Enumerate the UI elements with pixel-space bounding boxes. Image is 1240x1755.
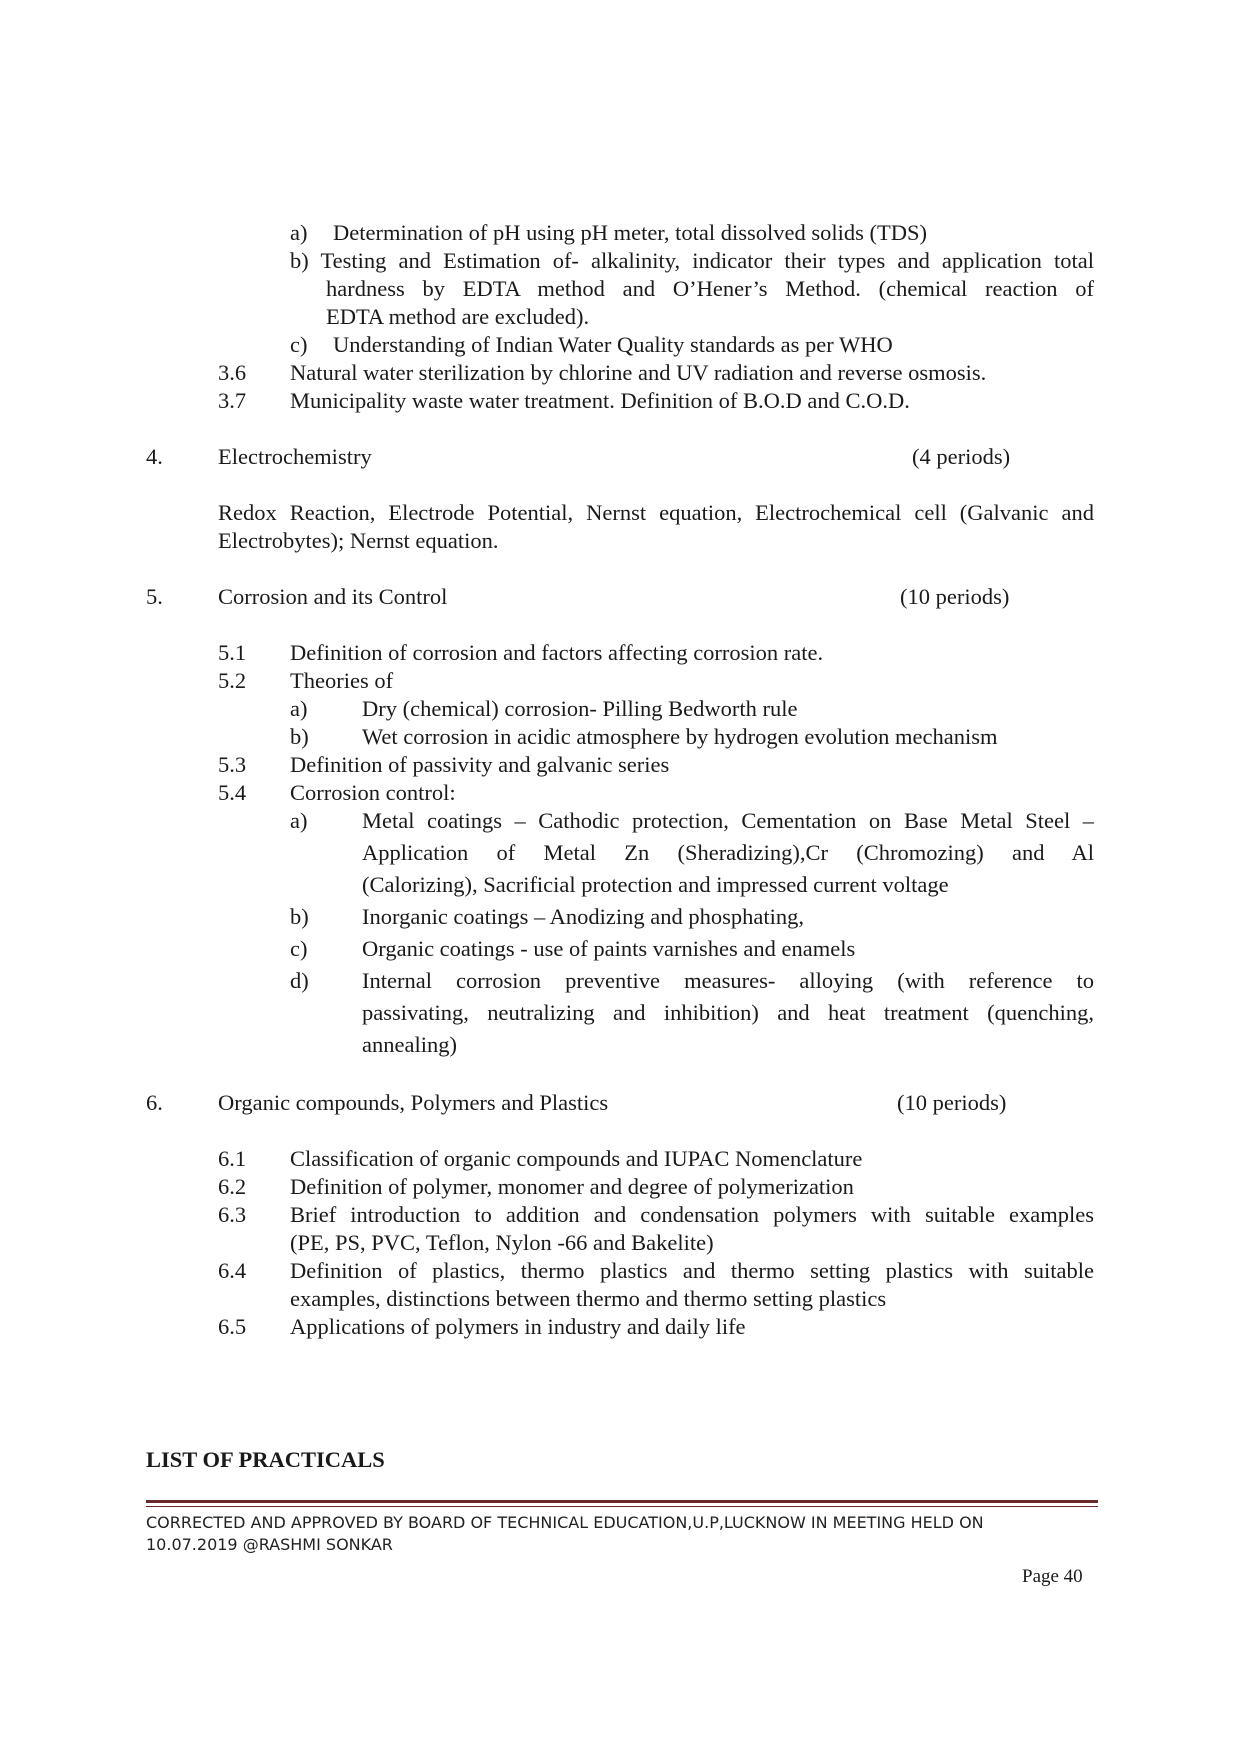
item-5-2-text: Theories of <box>290 668 394 693</box>
section-4-body-line2: Electrobytes); Nernst equation. <box>218 528 499 553</box>
item-6-1-text: Classification of organic compounds and IUPAC Nomenclature <box>290 1146 863 1171</box>
section-4-periods: (4 periods) <box>912 444 1011 469</box>
item-5-2-a-label: a) <box>290 696 308 721</box>
item-6-4-number: 6.4 <box>218 1258 247 1283</box>
item-6-5-number: 6.5 <box>218 1314 247 1339</box>
section-6-number: 6. <box>146 1090 163 1115</box>
item-5-1-number: 5.1 <box>218 640 247 665</box>
item-5-4-text: Corrosion control: <box>290 780 456 805</box>
practicals-heading: LIST OF PRACTICALS <box>146 1447 385 1472</box>
page-number: Page 40 <box>1022 1566 1083 1587</box>
section-4-number: 4. <box>146 444 163 469</box>
item-5-4-c-label: c) <box>290 936 308 961</box>
item-b-line3: EDTA method are excluded). <box>326 304 590 329</box>
item-5-4-a-line2: Application of Metal Zn (Sheradizing),Cr (Chromozing) and Al <box>362 840 1094 865</box>
item-a-text: Determination of pH using pH meter, total dissolved solids (TDS) <box>333 220 928 245</box>
item-5-4-b-text: Inorganic coatings – Anodizing and phosphating, <box>362 904 805 929</box>
item-6-4-line2: examples, distinctions between thermo and thermo setting plastics <box>290 1286 887 1311</box>
item-6-4-line1: Definition of plastics, thermo plastics and thermo setting plastics with suitable <box>290 1258 1094 1283</box>
footer-rule-thin <box>146 1506 1098 1507</box>
item-5-4-c-text: Organic coatings - use of paints varnishes and enamels <box>362 936 856 961</box>
footer-line2: 10.07.2019 @RASHMI SONKAR <box>146 1535 393 1554</box>
item-6-3-line1: Brief introduction to addition and condensation polymers with suitable examples <box>290 1202 1094 1227</box>
item-6-1-number: 6.1 <box>218 1146 247 1171</box>
item-5-2-b-text: Wet corrosion in acidic atmosphere by hydrogen evolution mechanism <box>362 724 998 749</box>
item-5-4-d-label: d) <box>290 968 309 993</box>
item-b-line1: b) Testing and Estimation of- alkalinity, indicator their types and application total <box>290 248 1094 273</box>
item-5-4-b-label: b) <box>290 904 309 929</box>
section-4-body-line1: Redox Reaction, Electrode Potential, Nernst equation, Electrochemical cell (Galvanic and <box>218 500 1094 525</box>
section-5-periods: (10 periods) <box>900 584 1010 609</box>
item-5-3-text: Definition of passivity and galvanic series <box>290 752 670 777</box>
item-c-label: c) <box>290 332 308 357</box>
item-5-2-b-label: b) <box>290 724 309 749</box>
item-3-7-text: Municipality waste water treatment. Definition of B.O.D and C.O.D. <box>290 388 910 413</box>
section-4-title: Electrochemistry <box>218 444 372 469</box>
item-6-5-text: Applications of polymers in industry and daily life <box>290 1314 746 1339</box>
item-5-4-a-line3: (Calorizing), Sacrificial protection and impressed current voltage <box>362 872 949 897</box>
footer-rule-thick <box>146 1500 1098 1503</box>
item-b-line2: hardness by EDTA method and O’Hener’s Method. (chemical reaction of <box>326 276 1094 301</box>
item-3-6-number: 3.6 <box>218 360 247 385</box>
item-5-3-number: 5.3 <box>218 752 247 777</box>
item-5-1-text: Definition of corrosion and factors affecting corrosion rate. <box>290 640 824 665</box>
item-a-label: a) <box>290 220 308 245</box>
item-5-4-number: 5.4 <box>218 780 247 805</box>
item-5-4-d-line1: Internal corrosion preventive measures- alloying (with reference to <box>362 968 1094 993</box>
section-5-title: Corrosion and its Control <box>218 584 448 609</box>
footer-line1: CORRECTED AND APPROVED BY BOARD OF TECHNICAL EDUCATION,U.P,LUCKNOW IN MEETING HELD ON <box>146 1513 984 1532</box>
item-3-6-text: Natural water sterilization by chlorine and UV radiation and reverse osmosis. <box>290 360 987 385</box>
section-6-periods: (10 periods) <box>897 1090 1007 1115</box>
item-5-4-d-line2: passivating, neutralizing and inhibition) and heat treatment (quenching, <box>362 1000 1094 1025</box>
item-3-7-number: 3.7 <box>218 388 247 413</box>
section-6-title: Organic compounds, Polymers and Plastics <box>218 1090 609 1115</box>
item-5-2-a-text: Dry (chemical) corrosion- Pilling Bedworth rule <box>362 696 798 721</box>
item-5-4-a-label: a) <box>290 808 308 833</box>
item-5-4-a-line1: Metal coatings – Cathodic protection, Cementation on Base Metal Steel – <box>362 808 1094 833</box>
item-6-3-line2: (PE, PS, PVC, Teflon, Nylon -66 and Bakelite) <box>290 1230 714 1255</box>
item-5-4-d-line3: annealing) <box>362 1032 457 1057</box>
section-5-number: 5. <box>146 584 163 609</box>
item-6-3-number: 6.3 <box>218 1202 247 1227</box>
item-6-2-text: Definition of polymer, monomer and degree of polymerization <box>290 1174 854 1199</box>
item-6-2-number: 6.2 <box>218 1174 247 1199</box>
item-5-2-number: 5.2 <box>218 668 247 693</box>
item-c-text: Understanding of Indian Water Quality standards as per WHO <box>333 332 893 357</box>
